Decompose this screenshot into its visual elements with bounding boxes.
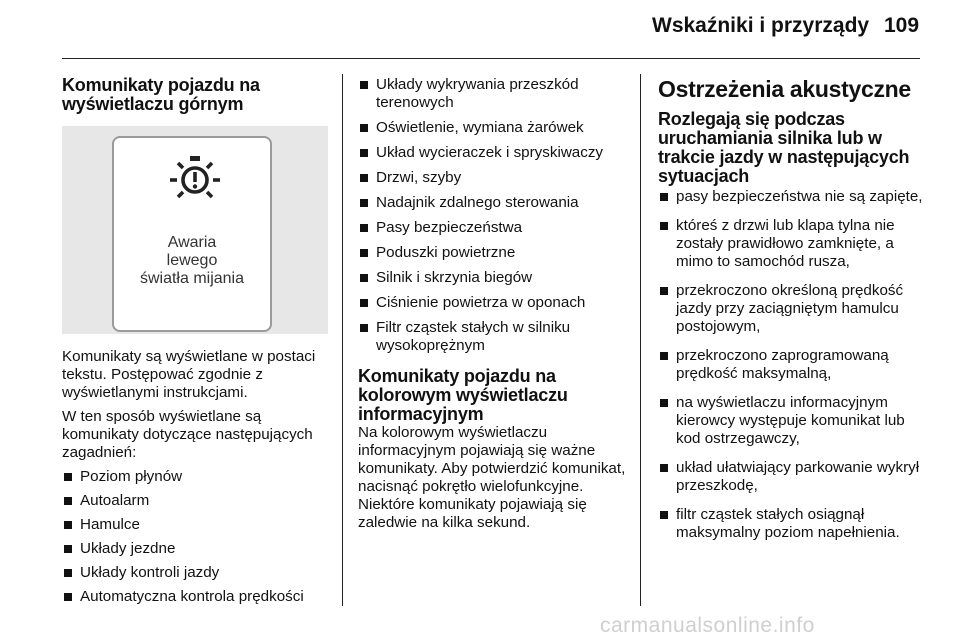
- column-divider-2: [640, 74, 641, 606]
- display-message-line: Awaria: [167, 234, 217, 251]
- list-item: Ciśnienie powietrza w oponach: [358, 294, 628, 312]
- list-item: Drzwi, szyby: [358, 169, 628, 187]
- list-item: Nadajnik zdalnego sterowania: [358, 194, 628, 212]
- header-divider: [62, 58, 920, 59]
- list-item: Oświetlenie, wymiana żarówek: [358, 119, 628, 137]
- list-item: Filtr cząstek stałych w silniku wysokoprężnym: [358, 319, 628, 355]
- display-message-line: światła mijania: [139, 270, 245, 287]
- list-item: Pasy bezpieczeństwa: [358, 219, 628, 237]
- list-item: Hamulce: [62, 516, 328, 534]
- list-item: Układ wycieraczek i spryskiwaczy: [358, 144, 628, 162]
- list-item: Poduszki powietrzne: [358, 244, 628, 262]
- bullet-list: [358, 76, 628, 355]
- bullet-list: [62, 468, 328, 606]
- display-illustration: [62, 126, 328, 334]
- section-heading-upper-display: Komunikaty pojazdu na wyświetlaczu górnym: [62, 75, 260, 114]
- column-3: [658, 76, 928, 542]
- bullet-list: [658, 188, 928, 542]
- paragraph: W ten sposób wyświetlane są komunikaty dotyczące następujących zagadnień:: [62, 408, 313, 461]
- list-item: układ ułatwiający parkowanie wykrył przeszkodę,: [658, 459, 928, 495]
- list-item: któreś z drzwi lub klapa tylna nie zostały prawidłowo zamknięte, a mimo to samochód rusza,: [658, 217, 928, 271]
- column-1: [62, 76, 328, 606]
- display-message-line: lewego: [166, 252, 218, 269]
- list-item: filtr cząstek stałych osiągnął maksymalny poziom napełnienia.: [658, 506, 928, 542]
- header-title: Wskaźniki i przyrządy: [652, 14, 870, 37]
- watermark: carmanualsonline.info: [600, 614, 815, 637]
- list-item: Silnik i skrzynia biegów: [358, 269, 628, 287]
- display-screen: [112, 136, 272, 332]
- list-item: Automatyczna kontrola prędkości: [62, 588, 328, 606]
- paragraph: Na kolorowym wyświetlaczu informacyjnym pojawiają się ważne komunikaty. Aby potwierdzić komunikat, nacisnąć pokrętło wielofunkcyjne. Niektóre komunikaty pojawiają się zaledwie na kilka sekund.: [358, 424, 626, 531]
- list-item: przekroczono określoną prędkość jazdy przy zaciągniętym hamulcu postojowym,: [658, 282, 928, 336]
- list-item: Układy wykrywania przeszkód terenowych: [358, 76, 628, 112]
- section-title-acoustic-warnings: Ostrzeżenia akustyczne: [658, 76, 911, 102]
- column-divider-1: [342, 74, 343, 606]
- list-item: Autoalarm: [62, 492, 328, 510]
- list-item: Poziom płynów: [62, 468, 328, 486]
- paragraph: Komunikaty są wyświetlane w postaci tekstu. Postępować zgodnie z wyświetlanymi instrukcjami.: [62, 348, 316, 401]
- display-message: [114, 234, 270, 288]
- list-item: przekroczono zaprogramowaną prędkość maksymalną,: [658, 347, 928, 383]
- column-2: [358, 76, 628, 532]
- list-item: pasy bezpieczeństwa nie są zapięte,: [658, 188, 928, 206]
- section-heading-color-display: Komunikaty pojazdu na kolorowym wyświetlaczu informacyjnym: [358, 366, 568, 424]
- list-item: Układy kontroli jazdy: [62, 564, 328, 582]
- page-number: 109: [884, 14, 920, 37]
- headlight-warning-icon: [168, 152, 222, 206]
- subsection-heading: Rozlegają się podczas uruchamiania silnika lub w trakcie jazdy w następujących sytuacjach: [658, 109, 910, 186]
- list-item: na wyświetlaczu informacyjnym kierowcy występuje komunikat lub kod ostrzegawczy,: [658, 394, 928, 448]
- list-item: Układy jezdne: [62, 540, 328, 558]
